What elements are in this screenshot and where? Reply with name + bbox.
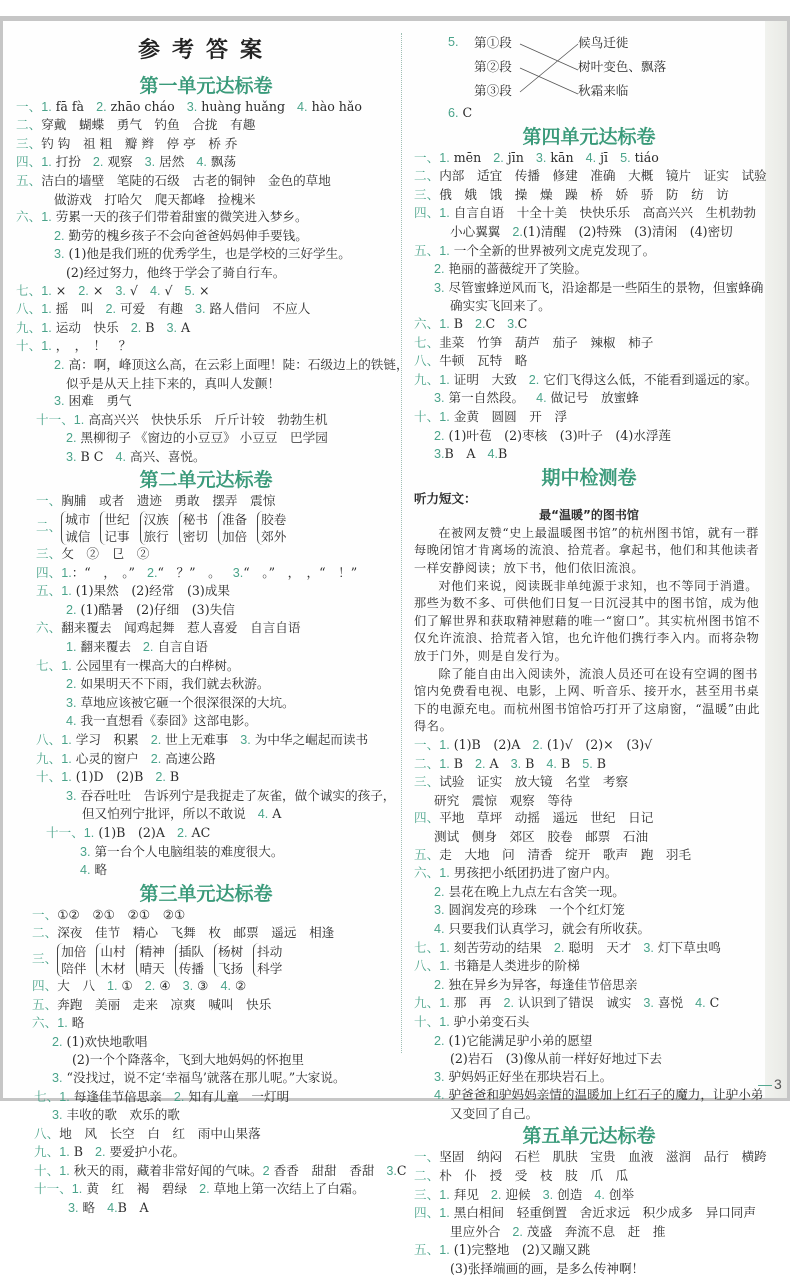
- u3-q8: 八、地 风 长空 白 红 雨中山果落: [34, 1125, 261, 1141]
- mid-q8-2: 2. 独在异乡为异客，每逢佳节倍思亲: [434, 976, 638, 992]
- left-column: [16, 20, 409, 1218]
- u1-q11: 十一、1. 高高兴兴 快快乐乐 斤斤计较 勃勃生机: [36, 411, 328, 427]
- u2-q7-3: 3. 草地应该被它砸一个很深很深的大坑。: [66, 694, 295, 710]
- mid-q3-b: 研究 震惊 观察 等待: [434, 792, 573, 808]
- mid-q1: 一、1. (1)B (2)A 2. (1)√ (2)× (3)√: [414, 737, 653, 752]
- match-right-1: 候鸟迁徙: [578, 35, 629, 50]
- u1-q10-2: 2. 高：啊，峰顶这么高，在云彩上面哩！陡：石级边上的铁链，: [54, 356, 409, 372]
- u2-q1: 一、胸脯 或者 遗迹 勇敢 摆弄 震惊: [36, 493, 276, 509]
- match-left-1: 第①段: [474, 35, 512, 50]
- u1-q4: 四、1. 打扮 2. 观察 3. 居然 4. 飘荡: [16, 154, 237, 170]
- u1-q7: 七、1. × 2. × 3. √ 4. √ 5. ×: [16, 282, 210, 298]
- page-title: 参考答案: [137, 37, 274, 63]
- u3-q11-3: 3. 略 4.B A: [68, 1200, 149, 1216]
- u2-q4: 四、1.：“ ， 。” 2.“ ？” 。 3.“ 。” ， ，“ ！”: [36, 564, 358, 580]
- section-title-unit5: 第五单元达标卷: [522, 1125, 656, 1148]
- u3-q7-3: 3. 丰收的歌 欢乐的歌: [52, 1107, 180, 1123]
- u4-q4: 四、1. 自言自语 十全十美 快快乐乐 高高兴兴 生机勃勃: [414, 205, 756, 221]
- u1-q5: 五、洁白的墙壁 笔陡的石级 古老的铜钟 金色的草地: [16, 172, 331, 188]
- mid-q9: 九、1. 那 再 2. 认识到了错误 诚实 3. 喜悦 4. C: [414, 995, 720, 1011]
- u1-q11-2: 2. 黑柳彻子 《窗边的小豆豆》 小豆豆 巴学园: [66, 430, 328, 446]
- mid-q10-4: 4. 驴爸爸和驴妈妈亲情的温暖加上红石子的魔力，让驴小弟: [434, 1087, 764, 1103]
- page-edge: [765, 21, 787, 1098]
- u2-q11-4: 4. 略: [80, 862, 108, 878]
- u3-q7: 七、1. 每逢佳节倍思亲 2. 知有儿童 一灯明: [34, 1088, 290, 1104]
- u1-q2: 二、穿戴 蝴蝶 勇气 钓鱼 合拢 有趣: [16, 117, 256, 133]
- mid-q10-3: 3. 驴妈妈正好坐在那块岩石上。: [434, 1068, 613, 1084]
- u2-q11-3: 3. 第一台个人电脑组装的难度很大。: [80, 843, 284, 859]
- mid-q6-4: 4. 只要我们认真学习，就会有所收获。: [434, 920, 651, 936]
- u4-q5-3: 3. 尽管蜜蜂逆风而飞，沿途都是一些陌生的景物，但蜜蜂确: [434, 279, 764, 295]
- mid-q6-3: 3. 圆润发亮的珍珠 一个个红灯笼: [434, 902, 625, 918]
- u2-q8: 八、1. 学习 积累 2. 世上无难事 3. 为中华之崛起而读书: [36, 732, 369, 747]
- u4-q2: 二、内部 适宜 传播 修建 准确 大概 镜片 证实 试验: [414, 168, 767, 184]
- u1-q5-line2: 做游戏 打哈欠 爬天都峰 捡槐米: [54, 191, 256, 207]
- passage-title: 最“温暖”的图书馆: [539, 508, 639, 523]
- section-title-unit4: 第四单元达标卷: [522, 125, 656, 148]
- u1-q10-2b: 似乎是从天上挂下来的，真叫人发颤！: [66, 375, 281, 391]
- section-title-unit3: 第三单元达标卷: [139, 882, 273, 905]
- column-divider: [401, 33, 402, 1053]
- u4-q1: 一、1. mēn 2. jīn 3. kān 4. jī 5. tiáo: [414, 149, 659, 165]
- u3-q6-3: 3. “没找过，说不定‘幸福鸟’就落在那儿呢。”大家说。: [52, 1069, 346, 1085]
- passage-paragraph: 对他们来说，阅读既非单纯源于求知，也不等同于消遣。那些为数不多、可供他们日复一日沉浸其中的图书馆，成为他们了解世界和获取精神慰藉的唯一“窗口”。其实杭州图书馆不仅允许流浪、拾荒者入馆，也允许他们携行李入内。而将杂物放于门外，则是自发行为。: [414, 578, 761, 664]
- u2-q6-sub: 1. 翻来覆去 2. 自言自语: [66, 639, 208, 655]
- mid-q10-4b: 又变回了自己。: [450, 1105, 539, 1121]
- u3-q10: 十、1. 秋天的雨，藏着非常好闻的气味。2 香香 甜甜 香甜 3.C: [34, 1162, 407, 1178]
- u2-q10: 十、1. (1)D (2)B 2. B: [36, 769, 180, 785]
- u1-q11-3: 3. B C 4. 高兴、喜悦。: [66, 448, 206, 464]
- u2-q7-2: 2. 如果明天不下雨，我们就去秋游。: [66, 676, 270, 692]
- u4-q8: 八、牛顿 瓦特 略: [414, 353, 528, 369]
- mid-q2: 二、1. B 2. A 3. B 4. B 5. B: [414, 755, 607, 771]
- matching-exercise: 5. 第①段 第②段 第③段 候鸟迁徙 树叶变色、飘落 秋霜来临: [438, 34, 764, 110]
- mid-q4: 四、平地 草坪 动摇 遥远 世纪 日记: [414, 810, 654, 826]
- u2-q5-2: 2. (1)酷暑 (2)仔细 (3)失信: [66, 601, 235, 617]
- u1-q3: 三、钓 钩 祖 粗 瓣 辫 停 亭 桥 乔: [16, 135, 238, 151]
- u4-q6: 六、1. B 2.C 3.C: [414, 315, 528, 331]
- u2-q9: 九、1. 心灵的窗户 2. 高速公路: [36, 750, 216, 766]
- u4-q5-2: 2. 艳丽的蔷薇绽开了笑脸。: [434, 261, 588, 277]
- passage-paragraph: 除了能自由出入阅读外，流浪人员还可在设有空调的图书馆内免费看电视、电影，上网、听音乐、接开水，甚至用书桌下的电源充电。而杭州图书馆恰巧打开了这扇窗，“温暖”由此得名。: [414, 666, 761, 734]
- u3-q4: 四、大 八 1. ① 2. ④ 3. ③ 4. ②: [32, 977, 247, 993]
- u2-q2: 二、 城市 诚信 世纪 记事 汉族 旅行 秘书 密切 准备 加倍 胶卷 郊外: [36, 512, 287, 545]
- u5-q4: 四、1. 黑白相间 轻重倒置 舍近求远 积少成多 异口同声: [414, 1205, 756, 1221]
- right-column: [414, 20, 767, 1278]
- u5-q2: 二、朴 仆 授 受 枝 肢 爪 瓜: [414, 1168, 629, 1184]
- u1-q10-3: 3. 困难 勇气: [54, 393, 132, 409]
- match-left-3: 第③段: [474, 83, 512, 98]
- mid-q10-2: 2. (1)它能满足驴小弟的愿望: [434, 1032, 593, 1048]
- mid-q8: 八、1. 书籍是人类进步的阶梯: [414, 958, 580, 974]
- match-left-2: 第②段: [474, 59, 512, 74]
- section-title-midterm: 期中检测卷: [541, 466, 637, 489]
- u4-q10-3: 3.B A 4.B: [434, 446, 508, 462]
- u3-q5: 五、奔跑 美丽 走来 凉爽 喊叫 快乐: [32, 996, 272, 1012]
- u3-q3: 三、 加倍 陪伴 山村 木材 精神 晴天 插队 传播 杨树 飞扬 抖动 科学: [32, 943, 283, 976]
- u1-q9: 九、1. 运动 快乐 2. B 3. A: [16, 319, 191, 335]
- u1-q8: 八、1. 摇 叫 2. 可爱 有趣 3. 路人借问 不应人: [16, 301, 311, 317]
- u4-q9-3: 3. 第一自然段。 4. 做记号 放蜜蜂: [434, 390, 639, 406]
- mid-q5: 五、走 大地 问 清香 绽开 歌声 跑 羽毛: [414, 846, 692, 862]
- u4-q5: 五、1. 一个全新的世界被列文虎克发现了。: [414, 242, 656, 258]
- u2-q10-3: 3. 吞吞吐吐 告诉列宁是我捉走了灰雀，做个诚实的孩子，: [66, 787, 396, 803]
- u5-q5: 五、1. (1)完整地 (2)又蹦又跳: [414, 1242, 591, 1258]
- u5-q4-b: 里应外合 2. 茂盛 奔流不息 赶 推: [450, 1223, 666, 1239]
- mid-q10-2b: (2)岩石 (3)像从前一样好好地过下去: [450, 1051, 662, 1067]
- u4-q10-2: 2. (1)叶苞 (2)枣核 (3)叶子 (4)水浮莲: [434, 427, 672, 443]
- section-title-unit1: 第一单元达标卷: [139, 74, 273, 97]
- u3-q2: 二、深夜 佳节 精心 飞舞 枚 邮票 遥远 相逢: [32, 925, 335, 941]
- u5-q5-b: (3)张择端画的画，是多么传神啊！: [450, 1261, 645, 1277]
- u1-q6: 六、1. 劳累一天的孩子们带着甜蜜的微笑进入梦乡。: [16, 209, 308, 225]
- u2-q3: 三、攵 ② 㔾 ②: [36, 546, 150, 562]
- u4-q10: 十、1. 金黄 圆圆 开 浮: [414, 408, 568, 424]
- u4-q4-b: 小心翼翼 2.(1)清醒 (2)特殊 (3)清闲 (4)密切: [450, 223, 733, 239]
- u2-q7-4: 4. 我一直想看《泰囧》这部电影。: [66, 713, 257, 729]
- u5-q3: 三、1. 拜见 2. 迎候 3. 创造 4. 创举: [414, 1186, 635, 1202]
- u3-q6b: 6. C: [448, 105, 473, 120]
- u4-q3: 三、俄 娥 饿 操 燥 躁 桥 娇 骄 防 纺 访: [414, 186, 729, 202]
- mid-q6: 六、1. 男孩把小纸团扔进了窗户内。: [414, 865, 618, 881]
- u1-q6-3b: (2)经过努力，他终于学会了骑自行车。: [66, 264, 286, 280]
- mid-q7: 七、1. 刻苦劳动的结果 2. 聪明 天才 3. 灯下草虫鸣: [414, 939, 721, 955]
- match-right-2: 树叶变色、飘落: [578, 59, 667, 74]
- u3-q6-2: 2. (1)欢快地歌唱: [52, 1033, 148, 1049]
- listening-label: 听力短文：: [414, 490, 477, 506]
- mid-q6-2: 2. 昙花在晚上九点左右含笑一现。: [434, 883, 625, 899]
- u1-q1: 一、1. fā fà 2. zhāo cháo 3. huàng huǎng 4. hào hǎo: [16, 98, 362, 114]
- u3-q9: 九、1. B 2. 要爱护小花。: [34, 1144, 186, 1160]
- u4-q7: 七、韭菜 竹笋 葫芦 茄子 辣椒 柿子: [414, 334, 654, 350]
- listening-passage: [414, 525, 764, 736]
- u1-q6-3: 3. (1)他是我们班的优秀学生，也是学校的三好学生。: [54, 246, 351, 262]
- mid-q10: 十、1. 驴小弟变石头: [414, 1013, 530, 1029]
- mid-q3: 三、试验 证实 放大镜 名堂 考察: [414, 774, 629, 790]
- u2-q11: 十一、1. (1)B (2)A 2. AC: [46, 824, 211, 840]
- u3-q11: 十一、1. 黄 红 褐 碧绿 2. 草地上第一次结上了白霜。: [34, 1181, 365, 1197]
- u4-q9: 九、1. 证明 大致 2. 它们飞得这么低，不能看到遥远的家。: [414, 371, 758, 387]
- section-title-unit2: 第二单元达标卷: [139, 469, 273, 492]
- u1-q6-2: 2. 勤劳的槐乡孩子不会向爸爸妈妈伸手要钱。: [54, 227, 308, 243]
- u5-q1: 一、坚固 纳闷 石栏 肌肤 宝贵 血液 滋润 品行 横跨: [414, 1149, 767, 1165]
- u2-q10-3b: 但又怕列宁批评，所以不敢说 4. A: [82, 806, 282, 822]
- u2-q7: 七、1. 公园里有一棵高大的白桦树。: [36, 657, 240, 673]
- u4-q5-3b: 确实实飞回来了。: [450, 298, 551, 314]
- mid-q4-b: 测试 侧身 郊区 胶卷 邮票 石油: [434, 828, 649, 844]
- u3-q6: 六、1. 略: [32, 1015, 85, 1031]
- match-right-3: 秋霜来临: [578, 83, 629, 98]
- page-number: — 3: [758, 1076, 782, 1092]
- matching-lines: [438, 34, 638, 110]
- u2-q5: 五、1. (1)果然 (2)经常 (3)成果: [36, 583, 230, 599]
- u3-q1: 一、①② ②① ②① ②①: [32, 906, 186, 922]
- u3-q6-2b: (2)一个个降落伞，飞到大地妈妈的怀抱里: [72, 1052, 304, 1068]
- passage-paragraph: 在被网友赞“史上最温暖图书馆”的杭州图书馆，就有一群每晚闭馆才肯离场的流浪、拾荒者。拿起书，他们和其他读者一样安静阅读；放下书，他们依旧流浪。: [414, 525, 760, 576]
- u1-q10: 十、1. ， ， ！ ？: [16, 338, 132, 354]
- u2-q6: 六、翻来覆去 闻鸡起舞 惹人喜爱 自言自语: [36, 620, 301, 636]
